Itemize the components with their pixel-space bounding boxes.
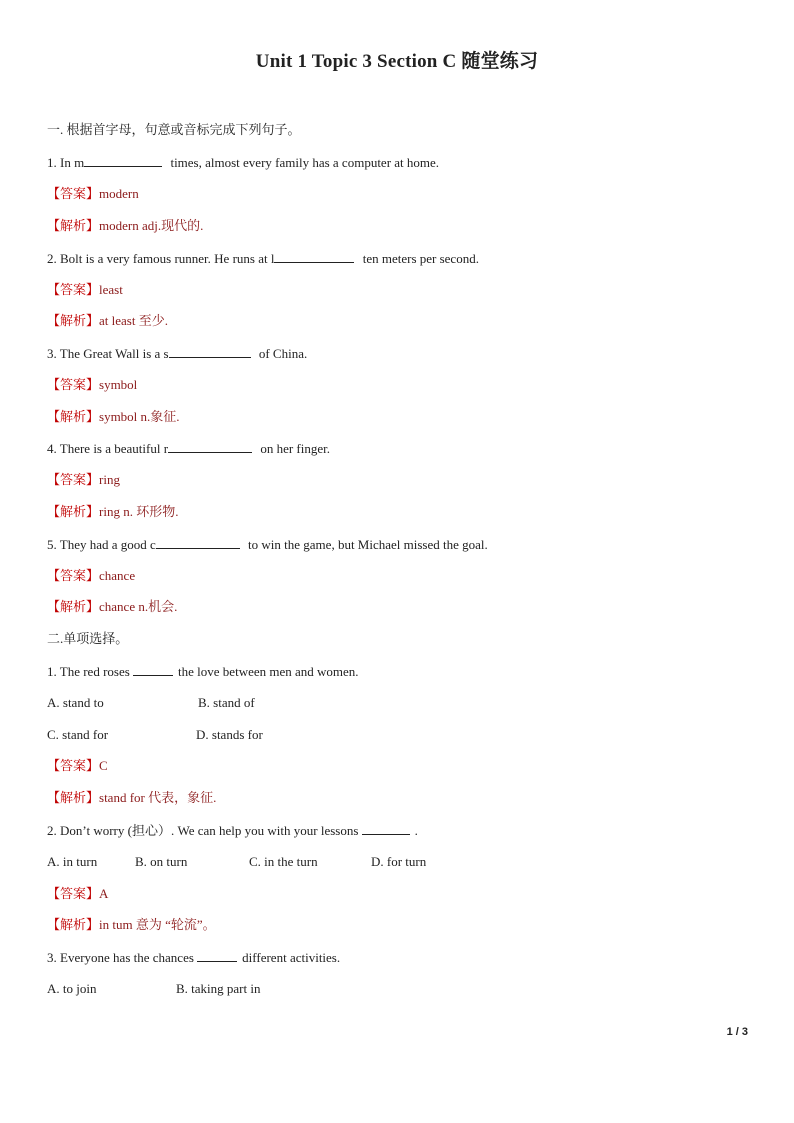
question-text: times, almost every family has a computer at home.	[170, 155, 440, 170]
answer-1-4	[47, 472, 120, 488]
explanation-tag: 【解析】	[47, 917, 100, 932]
answer-blank	[133, 663, 173, 676]
section2-heading: 二.单项选择。	[47, 631, 129, 646]
option-a: A. to join	[47, 981, 97, 996]
explanation-tag: 【解析】	[47, 504, 100, 519]
answer-blank	[197, 949, 237, 962]
explanation-1-4	[47, 504, 178, 520]
answer-blank	[274, 250, 354, 263]
answer-value: chance	[99, 568, 136, 583]
question-text: of China.	[258, 346, 308, 361]
question-2-1	[47, 663, 359, 680]
question-text: 2. Bolt is a very famous runner. He runs at l	[47, 251, 275, 266]
question-2-2	[47, 822, 418, 839]
answer-tag: 【答案】	[47, 186, 100, 201]
question-text: 3. Everyone has the chances	[47, 950, 194, 965]
explanation-value: stand for 代表，象征.	[99, 790, 217, 805]
answer-blank	[169, 345, 251, 358]
answer-blank	[362, 822, 410, 835]
answer-blank	[156, 536, 240, 549]
answer-tag: 【答案】	[47, 886, 100, 901]
question-text: 3. The Great Wall is a s	[47, 346, 169, 361]
question-1-3	[47, 345, 307, 362]
answer-2-2	[47, 886, 108, 902]
section1-heading: 一. 根据首字母，句意或音标完成下列句子。	[47, 122, 301, 137]
explanation-tag: 【解析】	[47, 313, 100, 328]
answer-1-1	[47, 186, 139, 202]
answer-1-5	[47, 568, 135, 584]
explanation-value: ring n. 环形物.	[99, 504, 179, 519]
explanation-1-3	[47, 409, 180, 425]
question-text: the love between men and women.	[178, 664, 359, 679]
explanation-value: modern adj.现代的.	[99, 218, 204, 233]
option-c: C. in the turn	[249, 854, 318, 869]
option-b: B. taking part in	[176, 981, 261, 996]
option-a: A. stand to	[47, 695, 104, 710]
question-2-3	[47, 949, 340, 966]
answer-value: symbol	[99, 377, 138, 392]
explanation-value: in tum 意为 “轮流”。	[99, 917, 216, 932]
question-1-1	[47, 154, 439, 171]
question-text: on her finger.	[260, 441, 330, 456]
question-text: ten meters per second.	[362, 251, 479, 266]
question-text: 2. Don’t worry (担心）. We can help you with your lessons	[47, 823, 359, 838]
answer-2-1	[47, 758, 108, 774]
answer-tag: 【答案】	[47, 568, 100, 583]
option-d: D. stands for	[196, 727, 263, 742]
explanation-1-5	[47, 599, 177, 615]
question-1-2	[47, 250, 479, 267]
answer-blank	[84, 154, 162, 167]
explanation-value: chance n.机会.	[99, 599, 178, 614]
page-title: Unit 1 Topic 3 Section C 随堂练习	[255, 51, 539, 72]
explanation-2-1	[47, 790, 216, 806]
answer-1-3	[47, 377, 137, 393]
question-text: 4. There is a beautiful r	[47, 441, 169, 456]
answer-tag: 【答案】	[47, 472, 100, 487]
explanation-tag: 【解析】	[47, 599, 100, 614]
question-1-4	[47, 440, 330, 457]
question-text: to win the game, but Michael missed the goal.	[248, 537, 488, 552]
explanation-2-2	[47, 917, 216, 933]
explanation-value: at least 至少.	[99, 313, 168, 328]
option-c: C. stand for	[47, 727, 109, 742]
explanation-tag: 【解析】	[47, 409, 100, 424]
explanation-tag: 【解析】	[47, 790, 100, 805]
answer-value: C	[99, 758, 108, 773]
option-d: D. for turn	[371, 854, 427, 869]
answer-1-2	[47, 282, 123, 298]
option-b: B. on turn	[135, 854, 188, 869]
option-a: A. in turn	[47, 854, 98, 869]
question-text: 5. They had a good c	[47, 537, 156, 552]
answer-value: modern	[99, 186, 139, 201]
answer-tag: 【答案】	[47, 758, 100, 773]
answer-tag: 【答案】	[47, 377, 100, 392]
answer-value: ring	[99, 472, 120, 487]
explanation-value: symbol n.象征.	[99, 409, 180, 424]
page-number: 1 / 3	[726, 1026, 748, 1038]
explanation-1-1	[47, 218, 203, 234]
question-1-5	[47, 536, 488, 553]
question-text: 1. In m	[47, 155, 85, 170]
answer-blank	[168, 440, 252, 453]
question-text: different activities.	[242, 950, 341, 965]
option-b: B. stand of	[198, 695, 255, 710]
answer-tag: 【答案】	[47, 282, 100, 297]
explanation-tag: 【解析】	[47, 218, 100, 233]
question-text: .	[414, 823, 418, 838]
explanation-1-2	[47, 313, 168, 329]
answer-value: least	[99, 282, 123, 297]
answer-value: A	[99, 886, 109, 901]
question-text: 1. The red roses	[47, 664, 130, 679]
